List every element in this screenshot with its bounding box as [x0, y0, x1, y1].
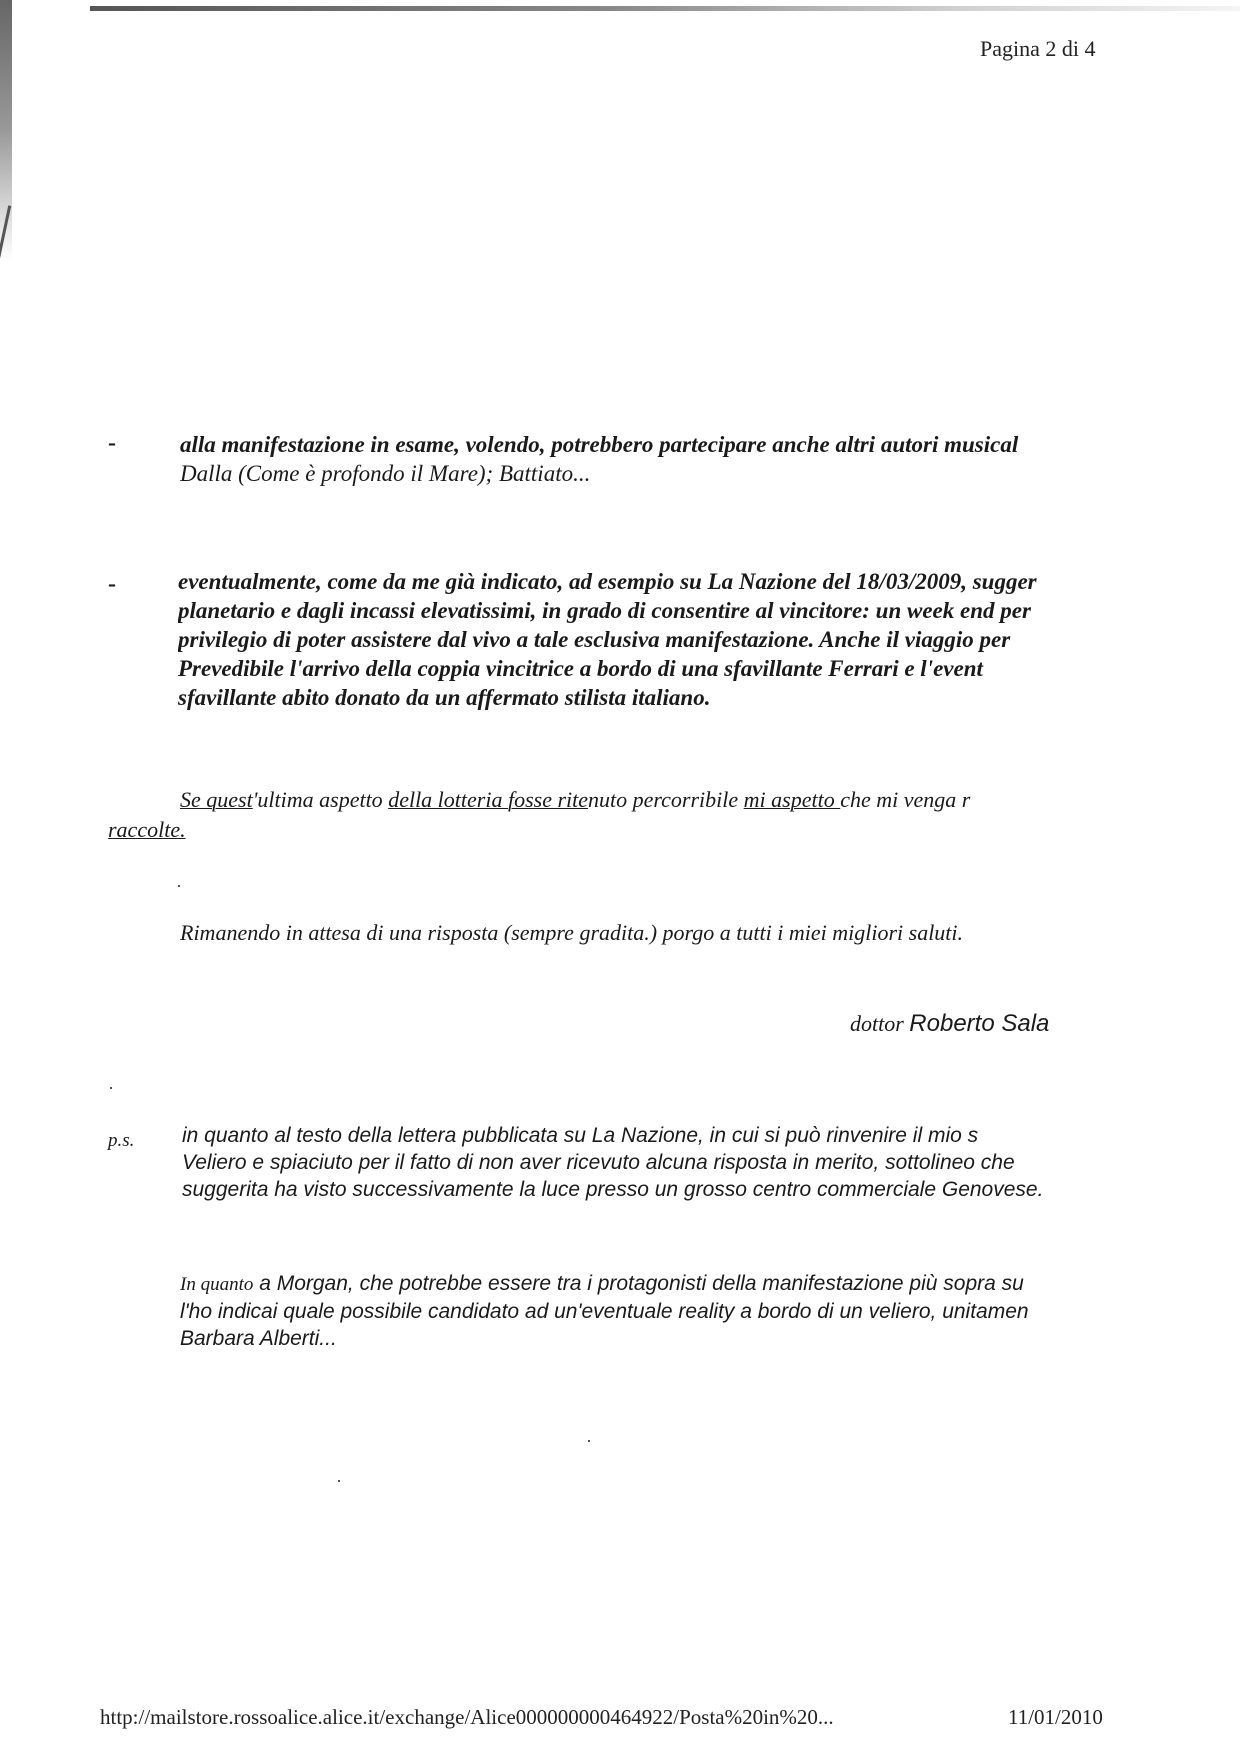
scan-speck: [588, 1440, 590, 1442]
bullet-text: [178, 567, 1218, 712]
underlined-text: mi aspetto: [743, 787, 841, 812]
lottery-paragraph-line: [180, 787, 1220, 813]
underlined-text: Se quest: [180, 787, 253, 812]
bullet-dash: -: [108, 571, 116, 597]
text-line: Barbara Alberti...: [180, 1327, 337, 1350]
bullet-dash: -: [108, 430, 116, 456]
text-line: sfavillante abito donato da un affermato stilista italiano.: [178, 685, 711, 710]
signature-title: dottor: [850, 1011, 904, 1036]
page-number: Pagina 2 di 4: [980, 36, 1096, 61]
signature: [850, 1010, 1049, 1038]
footer-url: http://mailstore.rossoalice.alice.it/exchange/Alice000000000464922/Posta%20in%20...: [100, 1705, 834, 1729]
postscript-label: p.s.: [108, 1130, 135, 1151]
text-span: a Morgan, che potrebbe essere tra i protagonisti della manifestazione più sopra su: [253, 1272, 1024, 1295]
scan-speck: [178, 885, 180, 887]
text-line: alla manifestazione in esame, volendo, potrebbero partecipare anche altri autori musical: [180, 432, 1019, 457]
scan-speck: [110, 1087, 112, 1089]
text-line: Veliero e spiaciuto per il fatto di non aver ricevuto alcuna risposta in merito, sottolineo che: [182, 1151, 1015, 1174]
bullet-text: [180, 430, 1220, 488]
text-line: Prevedibile l'arrivo della coppia vincitrice a bordo di una sfavillante Ferrari e l'event: [178, 656, 983, 681]
closing-sentence: Rimanendo in attesa di una risposta (sempre gradita.) porgo a tutti i miei migliori saluti.: [180, 920, 964, 945]
footer-date: 11/01/2010: [1008, 1705, 1103, 1729]
scan-edge-top: [90, 6, 1240, 11]
text-line: eventualmente, come da me già indicato, ad esempio su La Nazione del 18/03/2009, sugger: [178, 569, 1037, 594]
lottery-paragraph-line: raccolte.: [108, 817, 186, 842]
postscript-paragraph: [182, 1122, 1122, 1203]
lead-text: In quanto: [180, 1274, 254, 1295]
text-line: privilegio di poter assistere dal vivo a tale esclusiva manifestazione. Anche il viaggio per: [178, 627, 1011, 652]
signature-name: Roberto Sala: [909, 1010, 1050, 1037]
text-line: l'ho indicai quale possibile candidato ad un'eventuale reality a bordo di un veliero, unitamen: [180, 1300, 1029, 1323]
text-span: nuto percorribile: [588, 787, 744, 812]
text-span: 'ultima aspetto: [252, 787, 389, 812]
text-line: planetario e dagli incassi elevatissimi, in grado di consentire al vincitore: un week end per: [178, 598, 1031, 623]
text-line: [180, 1270, 1120, 1298]
underlined-text: della lotteria fosse rite: [388, 787, 589, 812]
text-span: che mi venga r: [840, 787, 971, 812]
text-line: Dalla (Come è profondo il Mare); Battiato...: [180, 461, 591, 486]
postscript-paragraph: [180, 1270, 1120, 1352]
text-line: in quanto al testo della lettera pubblicata su La Nazione, in cui si può rinvenire il mio s: [182, 1124, 979, 1147]
text-line: suggerita ha visto successivamente la luce presso un grosso centro commerciale Genovese.: [182, 1178, 1044, 1201]
scan-speck: [338, 1480, 340, 1482]
